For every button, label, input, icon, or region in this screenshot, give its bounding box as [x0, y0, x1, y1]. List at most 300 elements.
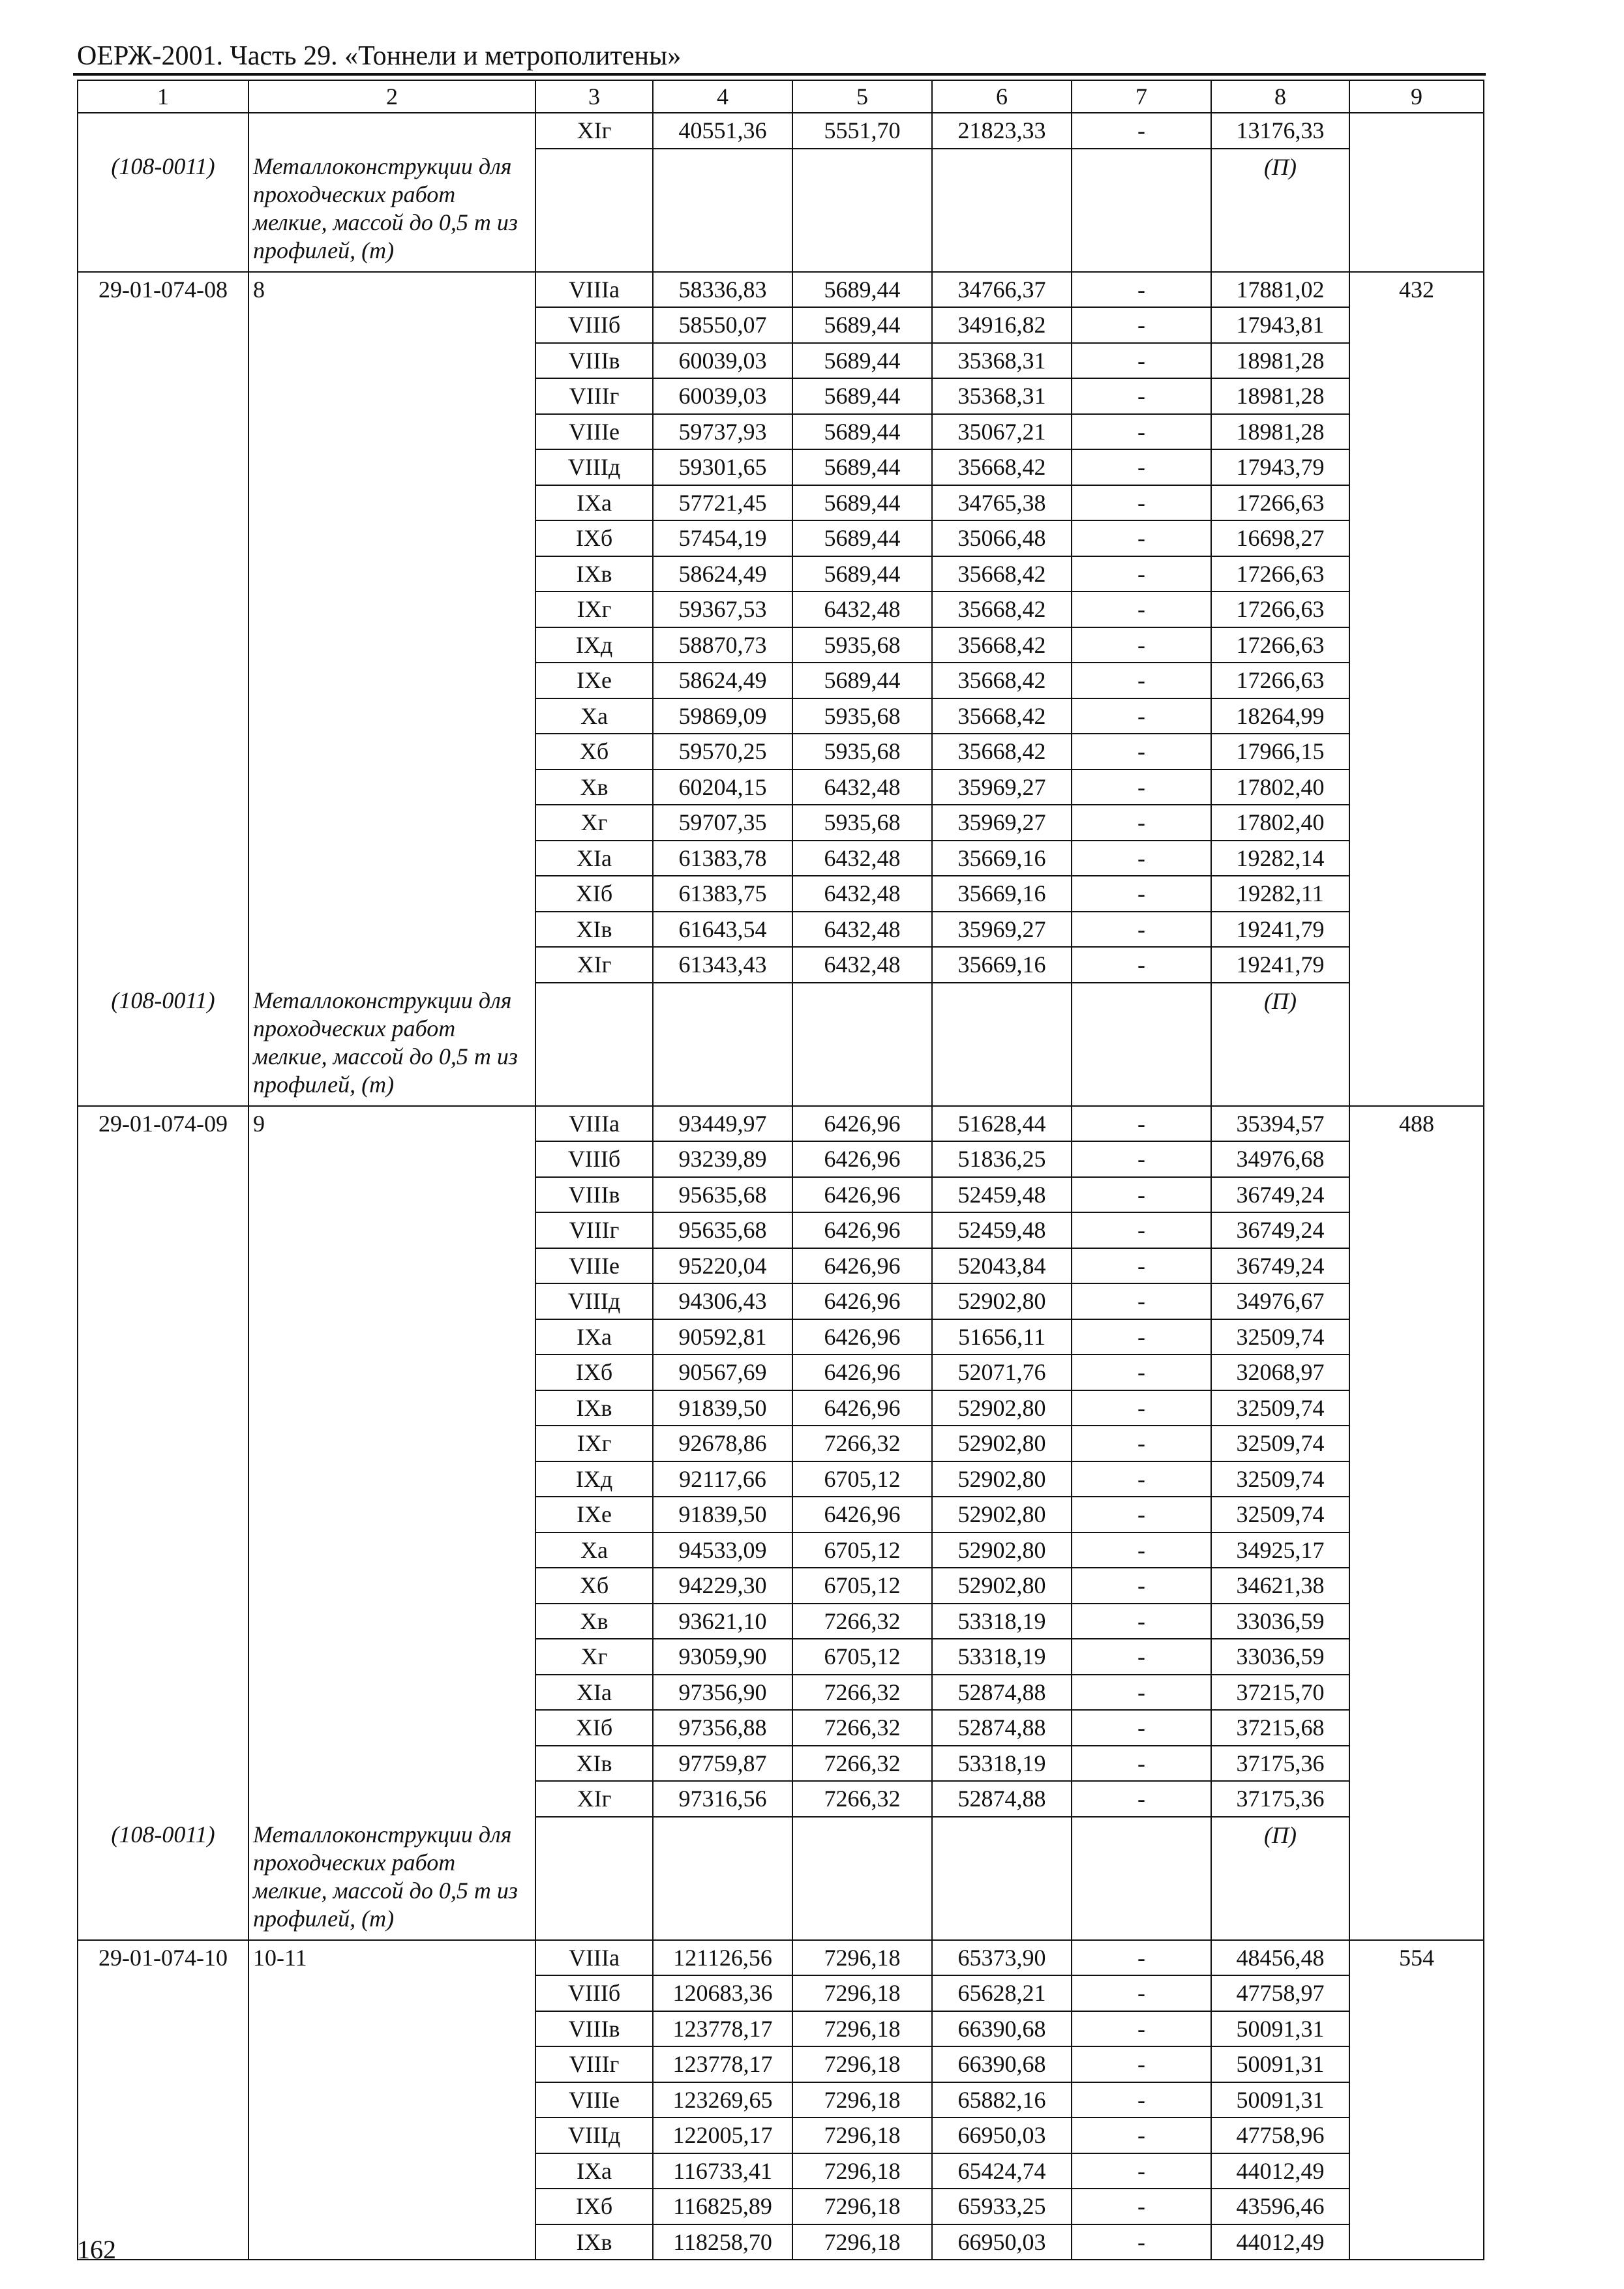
rate-label-cell — [248, 414, 535, 450]
value-cell-col8: 32509,74 — [1211, 1497, 1349, 1533]
value-cell-col8: 18981,28 — [1211, 378, 1349, 414]
value-cell-col8: 18981,28 — [1211, 414, 1349, 450]
table-row — [78, 627, 1484, 663]
value-cell-col3: VIIIд — [535, 1283, 653, 1319]
column-number-row — [78, 80, 1484, 113]
rate-label-cell — [248, 841, 535, 876]
total-cell — [1349, 1746, 1484, 1782]
total-cell — [1349, 485, 1484, 521]
total-cell — [1349, 1710, 1484, 1746]
total-cell — [1349, 2117, 1484, 2153]
table-row — [78, 1710, 1484, 1746]
value-cell-col5: 7266,32 — [792, 1604, 932, 1639]
value-cell-col8: 47758,96 — [1211, 2117, 1349, 2153]
table-row — [78, 841, 1484, 876]
table-row — [78, 272, 1484, 308]
value-cell-col8: 44012,49 — [1211, 2153, 1349, 2189]
rate-label-cell — [248, 1533, 535, 1568]
value-cell-col3: VIIIе — [535, 2082, 653, 2118]
rate-code-cell — [78, 591, 248, 627]
table-row — [78, 1568, 1484, 1604]
rate-label-cell — [248, 876, 535, 912]
rate-code-cell — [78, 1141, 248, 1177]
value-cell-col7: - — [1072, 770, 1211, 805]
value-cell-col8: 44012,49 — [1211, 2224, 1349, 2260]
total-cell — [1349, 698, 1484, 734]
value-cell-col7: - — [1072, 1568, 1211, 1604]
rate-label-cell — [248, 1604, 535, 1639]
value-cell-col8: 17266,63 — [1211, 627, 1349, 663]
value-cell-col8: 19241,79 — [1211, 947, 1349, 983]
table-row — [78, 1639, 1484, 1675]
empty-cell — [535, 1817, 653, 1940]
value-cell-col3: Xа — [535, 698, 653, 734]
table-row — [78, 1781, 1484, 1817]
value-cell-col5: 7296,18 — [792, 2224, 932, 2260]
value-cell-col6: 35368,31 — [932, 343, 1072, 379]
value-cell-col5: 6426,96 — [792, 1390, 932, 1426]
total-cell — [1349, 2082, 1484, 2118]
rate-code-cell — [78, 520, 248, 556]
value-cell-col7: - — [1072, 591, 1211, 627]
value-cell-col4: 59301,65 — [653, 449, 792, 485]
value-cell-col6: 35067,21 — [932, 414, 1072, 450]
value-cell-col3: VIIIв — [535, 343, 653, 379]
rate-label-cell — [248, 520, 535, 556]
rate-label-cell — [248, 2224, 535, 2260]
rate-label-cell — [248, 1141, 535, 1177]
value-cell-col4: 95635,68 — [653, 1177, 792, 1213]
rate-code-cell — [78, 1461, 248, 1497]
value-cell-col3: VIIIб — [535, 307, 653, 343]
table-row — [78, 520, 1484, 556]
value-cell-col6: 66950,03 — [932, 2224, 1072, 2260]
rate-label-cell — [248, 2153, 535, 2189]
table-row — [78, 770, 1484, 805]
total-cell — [1349, 1390, 1484, 1426]
value-cell-col8: 17266,63 — [1211, 591, 1349, 627]
value-cell-col3: VIIIд — [535, 449, 653, 485]
rate-code-cell — [78, 1212, 248, 1248]
value-cell-col8: 36749,24 — [1211, 1212, 1349, 1248]
value-cell-col4: 93239,89 — [653, 1141, 792, 1177]
value-cell-col8: 36749,24 — [1211, 1248, 1349, 1284]
table-row — [78, 1461, 1484, 1497]
total-cell — [1349, 2153, 1484, 2189]
value-cell-col7: - — [1072, 1212, 1211, 1248]
value-cell-col8: 32509,74 — [1211, 1390, 1349, 1426]
total-cell: 488 — [1349, 1106, 1484, 1142]
value-cell-col6: 34766,37 — [932, 272, 1072, 308]
total-cell — [1349, 1604, 1484, 1639]
value-cell-col4: 60039,03 — [653, 378, 792, 414]
value-cell-col3: IXа — [535, 1319, 653, 1355]
value-cell-col8: 32509,74 — [1211, 1319, 1349, 1355]
value-cell-col3: XIа — [535, 1675, 653, 1711]
value-cell-col4: 94533,09 — [653, 1533, 792, 1568]
rate-label-cell — [248, 449, 535, 485]
column-number-8: 8 — [1211, 80, 1349, 113]
value-cell-col7: - — [1072, 2224, 1211, 2260]
resource-value-cell: (П) — [1211, 1817, 1349, 1940]
value-cell-col8: 47758,97 — [1211, 1975, 1349, 2011]
value-cell-col5: 6705,12 — [792, 1568, 932, 1604]
value-cell-col4: 123269,65 — [653, 2082, 792, 2118]
rate-label-cell — [248, 343, 535, 379]
total-cell — [1349, 113, 1484, 149]
resource-row — [78, 1817, 1484, 1940]
value-cell-col6: 35669,16 — [932, 947, 1072, 983]
table-row — [78, 1940, 1484, 1976]
table-row — [78, 876, 1484, 912]
value-cell-col6: 51628,44 — [932, 1106, 1072, 1142]
total-cell — [1349, 2046, 1484, 2082]
value-cell-col8: 37215,68 — [1211, 1710, 1349, 1746]
value-cell-col8: 34976,67 — [1211, 1283, 1349, 1319]
rate-label-cell — [248, 1639, 535, 1675]
value-cell-col7: - — [1072, 1106, 1211, 1142]
table-row — [78, 113, 1484, 149]
value-cell-col7: - — [1072, 734, 1211, 770]
total-cell — [1349, 1141, 1484, 1177]
value-cell-col8: 18264,99 — [1211, 698, 1349, 734]
table-row — [78, 378, 1484, 414]
value-cell-col5: 6432,48 — [792, 841, 932, 876]
table-row — [78, 947, 1484, 983]
value-cell-col7: - — [1072, 1283, 1211, 1319]
value-cell-col7: - — [1072, 2117, 1211, 2153]
value-cell-col3: XIг — [535, 1781, 653, 1817]
value-cell-col7: - — [1072, 307, 1211, 343]
rate-label-cell — [248, 2117, 535, 2153]
value-cell-col4: 93449,97 — [653, 1106, 792, 1142]
value-cell-col3: IXб — [535, 1354, 653, 1390]
rate-code-cell — [78, 2153, 248, 2189]
value-cell-col4: 61383,75 — [653, 876, 792, 912]
rate-label-cell: 10-11 — [248, 1940, 535, 1976]
value-cell-col3: IXв — [535, 556, 653, 592]
total-cell — [1349, 1426, 1484, 1461]
value-cell-col5: 7296,18 — [792, 2046, 932, 2082]
value-cell-col4: 91839,50 — [653, 1390, 792, 1426]
value-cell-col6: 53318,19 — [932, 1639, 1072, 1675]
column-number-4: 4 — [653, 80, 792, 113]
value-cell-col7: - — [1072, 449, 1211, 485]
value-cell-col6: 53318,19 — [932, 1746, 1072, 1782]
total-cell — [1349, 912, 1484, 948]
value-cell-col7: - — [1072, 2153, 1211, 2189]
total-cell — [1349, 1354, 1484, 1390]
value-cell-col8: 13176,33 — [1211, 113, 1349, 149]
value-cell-col3: IXа — [535, 2153, 653, 2189]
value-cell-col4: 93059,90 — [653, 1639, 792, 1675]
total-cell: 432 — [1349, 272, 1484, 308]
value-cell-col3: IXе — [535, 663, 653, 698]
value-cell-col4: 97356,88 — [653, 1710, 792, 1746]
value-cell-col4: 92678,86 — [653, 1426, 792, 1461]
rate-code-cell — [78, 876, 248, 912]
value-cell-col7: - — [1072, 1497, 1211, 1533]
total-cell — [1349, 556, 1484, 592]
empty-cell — [792, 149, 932, 272]
value-cell-col7: - — [1072, 113, 1211, 149]
value-cell-col7: - — [1072, 1940, 1211, 1976]
table-row — [78, 449, 1484, 485]
rate-code-cell — [78, 947, 248, 983]
rate-label-cell — [248, 734, 535, 770]
value-cell-col8: 17266,63 — [1211, 663, 1349, 698]
value-cell-col3: IXв — [535, 2224, 653, 2260]
value-cell-col8: 34925,17 — [1211, 1533, 1349, 1568]
rate-code-cell — [78, 378, 248, 414]
value-cell-col7: - — [1072, 1177, 1211, 1213]
rate-label-cell — [248, 378, 535, 414]
value-cell-col5: 6705,12 — [792, 1461, 932, 1497]
value-cell-col8: 35394,57 — [1211, 1106, 1349, 1142]
total-cell — [1349, 591, 1484, 627]
value-cell-col7: - — [1072, 1675, 1211, 1711]
value-cell-col7: - — [1072, 1354, 1211, 1390]
total-cell — [1349, 1248, 1484, 1284]
value-cell-col7: - — [1072, 1390, 1211, 1426]
rate-code-cell — [78, 2117, 248, 2153]
value-cell-col5: 6426,96 — [792, 1497, 932, 1533]
rate-label-cell — [248, 663, 535, 698]
rate-code-cell — [78, 1354, 248, 1390]
table-row — [78, 591, 1484, 627]
value-cell-col8: 17881,02 — [1211, 272, 1349, 308]
value-cell-col7: - — [1072, 698, 1211, 734]
rate-code-cell — [78, 343, 248, 379]
table-row — [78, 414, 1484, 450]
value-cell-col4: 116825,89 — [653, 2189, 792, 2224]
value-cell-col7: - — [1072, 1248, 1211, 1284]
header-rule — [73, 73, 1486, 76]
table-row — [78, 2046, 1484, 2082]
empty-cell — [1349, 1817, 1484, 1940]
rate-code-cell — [78, 1390, 248, 1426]
table-row — [78, 698, 1484, 734]
rate-code-cell: 29-01-074-08 — [78, 272, 248, 308]
total-cell — [1349, 343, 1484, 379]
rate-code-cell — [78, 1710, 248, 1746]
column-number-2: 2 — [248, 80, 535, 113]
resource-row — [78, 149, 1484, 272]
value-cell-col8: 48456,48 — [1211, 1940, 1349, 1976]
value-cell-col8: 37175,36 — [1211, 1781, 1349, 1817]
value-cell-col5: 7296,18 — [792, 2153, 932, 2189]
value-cell-col7: - — [1072, 1461, 1211, 1497]
value-cell-col6: 35668,42 — [932, 663, 1072, 698]
rate-code-cell: 29-01-074-10 — [78, 1940, 248, 1976]
rate-label-cell — [248, 1975, 535, 2011]
value-cell-col7: - — [1072, 1604, 1211, 1639]
value-cell-col7: - — [1072, 912, 1211, 948]
value-cell-col6: 65373,90 — [932, 1940, 1072, 1976]
value-cell-col4: 122005,17 — [653, 2117, 792, 2153]
value-cell-col8: 32068,97 — [1211, 1354, 1349, 1390]
rate-label-cell — [248, 485, 535, 521]
table-row — [78, 663, 1484, 698]
value-cell-col3: IXд — [535, 627, 653, 663]
value-cell-col5: 5689,44 — [792, 556, 932, 592]
value-cell-col7: - — [1072, 1319, 1211, 1355]
resource-description-cell: Металлоконструкции для проходческих работ мелкие, массой до 0,5 т из профилей, (т) — [248, 149, 535, 272]
value-cell-col6: 65933,25 — [932, 2189, 1072, 2224]
rate-code-cell — [78, 805, 248, 841]
empty-cell — [792, 1817, 932, 1940]
value-cell-col4: 59707,35 — [653, 805, 792, 841]
rate-label-cell — [248, 1710, 535, 1746]
table-row — [78, 1426, 1484, 1461]
value-cell-col4: 123778,17 — [653, 2046, 792, 2082]
value-cell-col7: - — [1072, 485, 1211, 521]
rate-code-cell — [78, 1639, 248, 1675]
total-cell — [1349, 805, 1484, 841]
value-cell-col5: 6705,12 — [792, 1533, 932, 1568]
value-cell-col6: 35066,48 — [932, 520, 1072, 556]
column-number-6: 6 — [932, 80, 1072, 113]
value-cell-col3: IXб — [535, 520, 653, 556]
total-cell — [1349, 1497, 1484, 1533]
table-row — [78, 1212, 1484, 1248]
rate-code-cell — [78, 414, 248, 450]
value-cell-col7: - — [1072, 1975, 1211, 2011]
value-cell-col5: 5689,44 — [792, 343, 932, 379]
value-cell-col7: - — [1072, 1746, 1211, 1782]
value-cell-col8: 17943,81 — [1211, 307, 1349, 343]
resource-row — [78, 983, 1484, 1106]
empty-cell — [535, 149, 653, 272]
value-cell-col6: 65882,16 — [932, 2082, 1072, 2118]
value-cell-col5: 7296,18 — [792, 2189, 932, 2224]
value-cell-col5: 6426,96 — [792, 1283, 932, 1319]
value-cell-col6: 35668,42 — [932, 556, 1072, 592]
value-cell-col6: 52902,80 — [932, 1283, 1072, 1319]
value-cell-col8: 17802,40 — [1211, 770, 1349, 805]
value-cell-col4: 90592,81 — [653, 1319, 792, 1355]
value-cell-col6: 35969,27 — [932, 770, 1072, 805]
value-cell-col5: 6426,96 — [792, 1141, 932, 1177]
value-cell-col6: 52902,80 — [932, 1461, 1072, 1497]
empty-cell — [1072, 1817, 1211, 1940]
rate-label-cell — [248, 1354, 535, 1390]
value-cell-col4: 97356,90 — [653, 1675, 792, 1711]
value-cell-col6: 52902,80 — [932, 1390, 1072, 1426]
value-cell-col8: 50091,31 — [1211, 2011, 1349, 2047]
value-cell-col8: 19241,79 — [1211, 912, 1349, 948]
value-cell-col7: - — [1072, 1710, 1211, 1746]
value-cell-col4: 93621,10 — [653, 1604, 792, 1639]
value-cell-col5: 5689,44 — [792, 378, 932, 414]
total-cell — [1349, 520, 1484, 556]
value-cell-col3: XIб — [535, 1710, 653, 1746]
rate-code-cell — [78, 1975, 248, 2011]
rate-code-cell — [78, 1604, 248, 1639]
value-cell-col4: 94229,30 — [653, 1568, 792, 1604]
value-cell-col5: 6432,48 — [792, 876, 932, 912]
value-cell-col4: 116733,41 — [653, 2153, 792, 2189]
value-cell-col5: 6432,48 — [792, 770, 932, 805]
value-cell-col5: 7296,18 — [792, 2117, 932, 2153]
resource-value-cell: (П) — [1211, 149, 1349, 272]
value-cell-col5: 5689,44 — [792, 663, 932, 698]
value-cell-col4: 61383,78 — [653, 841, 792, 876]
total-cell: 554 — [1349, 1940, 1484, 1976]
value-cell-col7: - — [1072, 272, 1211, 308]
rate-label-cell: 8 — [248, 272, 535, 308]
table-row — [78, 1319, 1484, 1355]
value-cell-col6: 52459,48 — [932, 1177, 1072, 1213]
value-cell-col5: 7266,32 — [792, 1710, 932, 1746]
value-cell-col5: 5935,68 — [792, 627, 932, 663]
value-cell-col5: 6705,12 — [792, 1639, 932, 1675]
value-cell-col5: 5689,44 — [792, 520, 932, 556]
rate-code-cell — [78, 1177, 248, 1213]
value-cell-col5: 7266,32 — [792, 1746, 932, 1782]
rate-code-cell — [78, 912, 248, 948]
value-cell-col4: 61343,43 — [653, 947, 792, 983]
value-cell-col8: 32509,74 — [1211, 1461, 1349, 1497]
rate-code-cell — [78, 2189, 248, 2224]
value-cell-col3: VIIIб — [535, 1141, 653, 1177]
value-cell-col3: VIIIв — [535, 2011, 653, 2047]
column-number-5: 5 — [792, 80, 932, 113]
rate-code-cell — [78, 1426, 248, 1461]
value-cell-col5: 6426,96 — [792, 1319, 932, 1355]
value-cell-col7: - — [1072, 378, 1211, 414]
rate-code-cell — [78, 2011, 248, 2047]
total-cell — [1349, 307, 1484, 343]
value-cell-col5: 5689,44 — [792, 307, 932, 343]
value-cell-col8: 19282,14 — [1211, 841, 1349, 876]
value-cell-col8: 32509,74 — [1211, 1426, 1349, 1461]
value-cell-col4: 57454,19 — [653, 520, 792, 556]
value-cell-col5: 5689,44 — [792, 449, 932, 485]
value-cell-col6: 52043,84 — [932, 1248, 1072, 1284]
value-cell-col3: VIIIа — [535, 272, 653, 308]
value-cell-col6: 35668,42 — [932, 591, 1072, 627]
value-cell-col8: 17943,79 — [1211, 449, 1349, 485]
value-cell-col3: VIIIа — [535, 1106, 653, 1142]
value-cell-col8: 37175,36 — [1211, 1746, 1349, 1782]
value-cell-col7: - — [1072, 1533, 1211, 1568]
value-cell-col3: VIIIе — [535, 1248, 653, 1284]
value-cell-col8: 17266,63 — [1211, 485, 1349, 521]
value-cell-col6: 52459,48 — [932, 1212, 1072, 1248]
table-row — [78, 1177, 1484, 1213]
value-cell-col7: - — [1072, 414, 1211, 450]
total-cell — [1349, 2224, 1484, 2260]
value-cell-col3: VIIIе — [535, 414, 653, 450]
value-cell-col4: 58624,49 — [653, 663, 792, 698]
empty-cell — [653, 1817, 792, 1940]
value-cell-col4: 59367,53 — [653, 591, 792, 627]
rate-label-cell — [248, 1497, 535, 1533]
value-cell-col4: 58336,83 — [653, 272, 792, 308]
total-cell — [1349, 1639, 1484, 1675]
value-cell-col3: IXб — [535, 2189, 653, 2224]
value-cell-col5: 5551,70 — [792, 113, 932, 149]
value-cell-col4: 58550,07 — [653, 307, 792, 343]
rate-code-cell: 29-01-074-09 — [78, 1106, 248, 1142]
value-cell-col3: VIIIд — [535, 2117, 653, 2153]
value-cell-col5: 5935,68 — [792, 805, 932, 841]
rate-label-cell — [248, 947, 535, 983]
value-cell-col3: VIIIв — [535, 1177, 653, 1213]
empty-cell — [932, 149, 1072, 272]
value-cell-col6: 51656,11 — [932, 1319, 1072, 1355]
